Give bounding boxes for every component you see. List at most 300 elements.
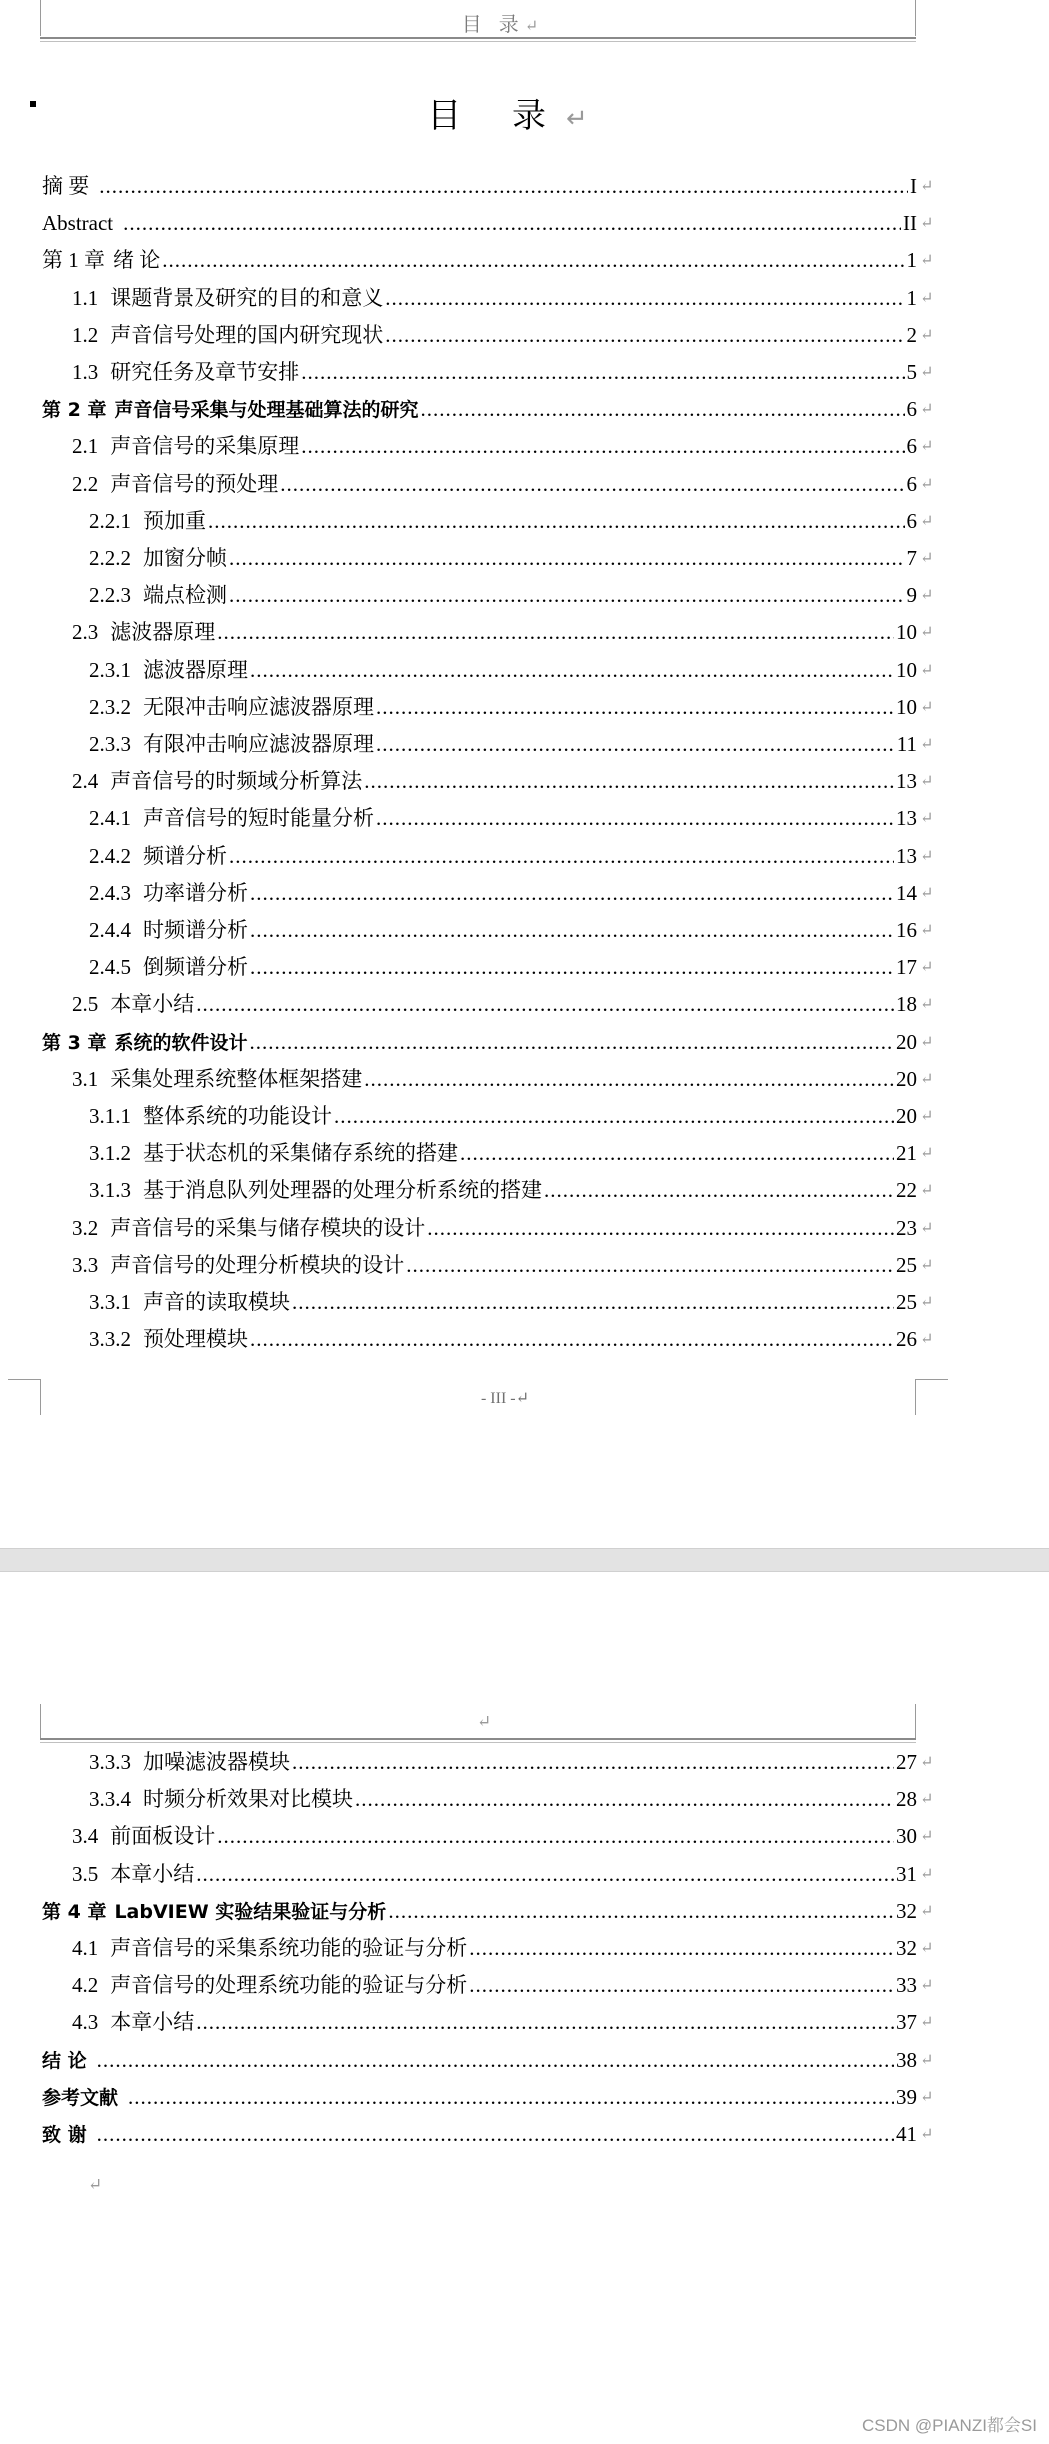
toc-entry-label (42, 2080, 126, 2117)
toc-entry-title: 本章小结 (110, 2010, 195, 2035)
toc-entry-title: 课题背景及研究的目的和意义 (110, 285, 384, 310)
crop-mark (40, 1704, 41, 1740)
dot-leader (249, 1024, 894, 1061)
toc-entry[interactable] (0, 1210, 1049, 1247)
toc-entry-title: 声音信号的预处理 (110, 471, 279, 496)
dot-leader (385, 317, 904, 354)
paragraph-mark-icon: ↵ (920, 2051, 934, 2069)
toc-entry-title: 时频分析效果对比模块 (143, 1787, 353, 1812)
toc-entry[interactable] (0, 800, 1049, 837)
toc-page-number: 6 (906, 471, 917, 496)
toc-entry-title: 声音信号的处理系统功能的验证与分析 (110, 1973, 468, 1998)
paragraph-mark-icon: ↵ (920, 624, 934, 642)
toc-entry[interactable] (0, 875, 1049, 912)
toc-page-number: 16 (896, 918, 917, 942)
toc-entry[interactable] (0, 2004, 1049, 2041)
toc-page-number: 32 (896, 1936, 917, 1960)
toc-entry-number: 3.1.2 (89, 1141, 131, 1166)
toc-entry-label (89, 726, 374, 763)
paragraph-mark-icon: ↵ (920, 252, 934, 270)
dot-leader (385, 280, 904, 317)
dot-leader (544, 1172, 894, 1209)
dot-leader (229, 577, 905, 614)
dot-leader (280, 466, 904, 503)
toc-entry-label (89, 949, 248, 986)
toc-entry-title: 声音信号处理的国内研究现状 (110, 322, 384, 347)
toc-entry-number: 1.2 (72, 322, 99, 347)
toc-entry-number: 第 4 章 (42, 1900, 107, 1923)
toc-entry-label (72, 317, 383, 354)
toc-entry[interactable] (0, 466, 1049, 503)
running-header (0, 8, 1000, 37)
toc-entry-title: 声音信号采集与处理基础算法的研究 (114, 399, 419, 422)
dot-leader (469, 1967, 894, 2004)
paragraph-mark-icon: ↵ (920, 1977, 934, 1995)
toc-entry-number: 2.4.4 (89, 918, 131, 942)
paragraph-mark-icon: ↵ (920, 178, 934, 195)
paragraph-mark-icon: ↵ (88, 2175, 103, 2194)
document-page-2 (0, 1572, 1049, 2444)
toc-entry-label (89, 689, 374, 726)
header-rule (40, 37, 916, 39)
toc-entry[interactable] (0, 540, 1049, 577)
toc-entry-title: 滤波器原理 (143, 657, 248, 682)
page-title: 目 录↵ (427, 96, 588, 136)
toc-entry-label (72, 763, 362, 800)
toc-entry[interactable] (0, 205, 1049, 242)
paragraph-mark-icon: ↵ (920, 1033, 934, 1051)
toc-entry-title: 预处理模块 (143, 1327, 248, 1352)
toc-entry-label (72, 1061, 362, 1098)
dot-leader (250, 875, 894, 912)
toc-entry-number: 2.3.3 (89, 732, 131, 756)
toc-page-number: 25 (896, 1252, 917, 1277)
dot-leader (406, 1247, 894, 1284)
crop-mark (8, 1379, 40, 1380)
toc-entry[interactable] (0, 726, 1049, 763)
toc-page-number: 6 (906, 434, 917, 459)
toc-page-number: 38 (896, 2047, 917, 2072)
toc-entry-number: 参考文献 (42, 2086, 119, 2109)
toc-entry-number: 2.4 (72, 769, 99, 794)
toc-entry-number: 3.4 (72, 1824, 99, 1849)
dot-leader (355, 1781, 894, 1818)
toc-entry-number: 3.1.3 (89, 1178, 131, 1203)
toc-page-number: I (910, 174, 917, 198)
toc-entry-number: 3.1.1 (89, 1104, 131, 1128)
toc-entry-title: 滤波器原理 (110, 620, 216, 645)
toc-page-number: 32 (896, 1898, 917, 1923)
paragraph-mark-icon: ↵ (524, 18, 539, 35)
toc-page-number: 1 (906, 248, 917, 273)
paragraph-mark-icon: ↵ (920, 1108, 934, 1125)
toc-entry-title: 声音信号的采集与储存模块的设计 (110, 1215, 426, 1240)
toc-entry-title: 本章小结 (110, 1861, 195, 1886)
toc-page-number: 21 (896, 1141, 917, 1166)
toc-entry-number: Abstract (42, 211, 114, 236)
toc-entry-label (72, 280, 383, 317)
toc-entry[interactable] (0, 242, 1049, 279)
toc-entry-number: 第 2 章 (42, 399, 107, 422)
toc-entry-number: 2.2.3 (89, 583, 131, 608)
toc-entry[interactable] (0, 1818, 1049, 1855)
toc-entry-label (89, 1135, 458, 1172)
toc-entry-number: 2.4.2 (89, 843, 131, 868)
dot-leader (99, 168, 908, 205)
toc-entry-title: 采集处理系统整体框架搭建 (110, 1066, 363, 1091)
toc-entry-title: 时频谱分析 (143, 918, 248, 942)
toc-entry-title: 绪 论 (113, 248, 161, 273)
toc-entry-title: 整体系统的功能设计 (143, 1104, 332, 1128)
paragraph-mark-icon: ↵ (920, 847, 934, 865)
toc-entry-number: 2.2.1 (89, 508, 131, 533)
paragraph-mark-icon: ↵ (920, 1145, 934, 1163)
dot-leader (162, 242, 904, 279)
toc-entry[interactable] (0, 168, 1049, 205)
paragraph-mark-icon: ↵ (920, 326, 934, 344)
toc-entry-label (89, 1744, 290, 1781)
toc-entry[interactable] (0, 1856, 1049, 1893)
paragraph-mark-icon: ↵ (920, 1902, 934, 1920)
toc-page-number: 26 (896, 1327, 917, 1352)
paragraph-mark-icon: ↵ (920, 1182, 934, 1200)
toc-entry[interactable] (0, 1967, 1049, 2004)
toc-entry-label (42, 168, 97, 205)
dot-leader (301, 354, 904, 391)
paragraph-mark-icon: ↵ (920, 773, 934, 791)
header-rule-thin (40, 41, 916, 42)
dot-leader (196, 1856, 894, 1893)
toc-entry-label (89, 503, 206, 540)
toc-entry-label (89, 1781, 353, 1818)
toc-entry[interactable] (0, 763, 1049, 800)
toc-entry-label (89, 1284, 290, 1321)
paragraph-mark-icon: ↵ (920, 884, 934, 902)
toc-entry-title: 基于消息队列处理器的处理分析系统的搭建 (143, 1178, 542, 1203)
toc-entry-number: 3.3.4 (89, 1787, 131, 1812)
dot-leader (292, 1284, 894, 1321)
toc-entry-label (89, 577, 227, 614)
paragraph-mark-icon: ↵ (920, 2126, 934, 2143)
toc-entry-title: 声音信号的采集原理 (110, 434, 300, 459)
toc-entry[interactable] (0, 1061, 1049, 1098)
dot-leader (250, 912, 894, 949)
toc-entry-number: 第 3 章 (42, 1031, 107, 1054)
toc-page-number: 23 (896, 1215, 917, 1240)
dot-leader (217, 614, 894, 651)
toc-entry-label (42, 2043, 95, 2080)
paragraph-mark-icon: ↵ (920, 1791, 934, 1809)
toc-page-number: 2 (906, 322, 917, 347)
toc-entry-title: 研究任务及章节安排 (110, 360, 300, 384)
toc-page-number: 27 (896, 1750, 917, 1774)
toc-entry[interactable] (0, 2042, 1049, 2079)
toc-entry[interactable] (0, 1893, 1049, 1930)
toc-entry[interactable] (0, 1135, 1049, 1172)
toc-page-number: II (903, 211, 917, 236)
paragraph-mark-icon: ↵ (920, 1331, 934, 1349)
toc-entry-label (72, 614, 215, 651)
toc-page-number: 13 (896, 843, 917, 868)
toc-page-number: 13 (896, 769, 917, 794)
toc-entry[interactable] (0, 1098, 1049, 1135)
toc-entry-number: 4.1 (72, 1936, 99, 1960)
toc-entry-label (89, 652, 248, 689)
toc-page-number: 30 (896, 1824, 917, 1849)
toc-entry[interactable] (0, 354, 1049, 391)
toc-entry-number: 2.2.2 (89, 546, 131, 570)
toc-page-number: 6 (906, 397, 917, 422)
toc-page-number: 31 (896, 1861, 917, 1886)
dot-leader (427, 1210, 894, 1247)
dot-leader (376, 726, 895, 763)
dot-leader (250, 652, 894, 689)
toc-entry-title: 基于状态机的采集储存系统的搭建 (143, 1141, 458, 1166)
toc-entry-label (89, 875, 248, 912)
watermark: CSDN @PIANZI都会SI (862, 2416, 1037, 2435)
toc-entry[interactable] (0, 2079, 1049, 2116)
paragraph-mark-icon: ↵ (920, 996, 934, 1014)
toc-entry-title: 系统的软件设计 (114, 1031, 248, 1054)
paragraph-mark-icon: ↵ (920, 2014, 934, 2032)
toc-page-number: 20 (896, 1104, 917, 1128)
toc-entry-label (72, 354, 299, 391)
toc-entry[interactable] (0, 2116, 1049, 2153)
toc-page-number: 37 (896, 2010, 917, 2035)
toc-entry-number: 2.5 (72, 992, 99, 1017)
toc-entry[interactable] (0, 838, 1049, 875)
toc-entry-label (89, 800, 374, 837)
paragraph-mark-icon: ↵ (920, 364, 934, 381)
paragraph-mark-icon: ↵ (920, 289, 934, 307)
toc-entry-number: 致 谢 (42, 2124, 87, 2146)
toc-entry-title: 加窗分帧 (143, 546, 227, 570)
toc-entry-number: 3.3 (72, 1252, 99, 1277)
toc-entry-label (72, 986, 194, 1023)
paragraph-mark-icon: ↵ (920, 550, 934, 567)
dot-leader (334, 1098, 894, 1135)
paragraph-mark-icon: ↵ (920, 1219, 934, 1237)
toc-page-number: 28 (896, 1787, 917, 1812)
paragraph-mark-icon: ↵ (920, 1754, 934, 1771)
toc-entry-number: 摘 要 (42, 174, 90, 198)
dot-leader (250, 949, 894, 986)
toc-entry-number: 4.2 (72, 1973, 99, 1998)
toc-entry-label (89, 540, 227, 577)
toc-entry[interactable] (0, 1744, 1049, 1781)
dot-leader (128, 2079, 894, 2116)
toc-entry[interactable] (0, 614, 1049, 651)
toc-entry-label (72, 1247, 404, 1284)
toc-entry-title: 声音的读取模块 (143, 1290, 290, 1314)
paragraph-mark-icon: ↵ (920, 1865, 934, 1883)
toc-entry-number: 3.3.1 (89, 1290, 131, 1314)
toc-entry-number: 2.4.5 (89, 955, 131, 980)
toc-page-number: 17 (896, 955, 917, 980)
toc-entry-number: 结 论 (42, 2049, 87, 2072)
paragraph-mark-icon: ↵ (920, 922, 934, 939)
paragraph-mark-icon: ↵ (920, 810, 934, 828)
toc-entry-number: 2.1 (72, 434, 99, 459)
toc-entry[interactable] (0, 1284, 1049, 1321)
dot-leader (292, 1744, 894, 1781)
toc-entry[interactable] (0, 1172, 1049, 1209)
toc-entry-number: 2.4.3 (89, 880, 131, 905)
toc-entry[interactable] (0, 280, 1049, 317)
toc-entry-label (42, 1025, 247, 1062)
paragraph-mark-icon: ↵ (920, 401, 934, 419)
dot-leader (196, 986, 894, 1023)
dot-leader (97, 2042, 894, 2079)
toc-entry[interactable] (0, 317, 1049, 354)
toc-page-number: 14 (896, 880, 917, 905)
toc-entry-title: 有限冲击响应滤波器原理 (143, 732, 374, 756)
toc-entry-title: 预加重 (143, 508, 206, 533)
dot-leader (364, 1061, 894, 1098)
toc-entry-number: 3.3.3 (89, 1750, 131, 1774)
toc-entry[interactable] (0, 1321, 1049, 1358)
toc-page-number: 39 (896, 2084, 917, 2109)
toc-entry-title: 本章小结 (110, 992, 195, 1017)
toc-entry-label (72, 466, 278, 503)
dot-leader (123, 205, 901, 242)
paragraph-mark-icon: ↵ (920, 1940, 934, 1957)
paragraph-mark-icon: ↵ (920, 736, 934, 753)
toc-entry-number: 2.4.1 (89, 806, 131, 831)
toc-page-number: 22 (896, 1178, 917, 1203)
dot-leader (97, 2116, 894, 2153)
toc-entry[interactable] (0, 391, 1049, 428)
toc-entry-number: 3.5 (72, 1861, 99, 1886)
dot-leader (376, 800, 894, 837)
toc-entry-label (72, 1967, 467, 2004)
toc-entry[interactable] (0, 428, 1049, 465)
toc-entry[interactable] (0, 652, 1049, 689)
toc-page-number: 10 (896, 620, 917, 645)
toc-entry[interactable] (0, 503, 1049, 540)
crop-mark (915, 1704, 916, 1740)
toc-page-number: 9 (906, 583, 917, 608)
toc-entry-label (72, 2004, 194, 2041)
toc-entry-title: 端点检测 (143, 583, 227, 608)
toc-entry-label (42, 2117, 95, 2154)
toc-entry-label (89, 1172, 542, 1209)
toc-entry-label (42, 392, 418, 429)
toc-entry[interactable] (0, 1247, 1049, 1284)
running-header-title: 目 录 (461, 14, 525, 36)
paragraph-mark-icon: ↵ (920, 1294, 934, 1311)
toc-page-number: 10 (896, 657, 917, 682)
toc-entry-number: 1.1 (72, 285, 99, 310)
toc-entry-title: 声音信号的短时能量分析 (143, 806, 374, 831)
dot-leader (420, 391, 904, 428)
paragraph-mark-icon: ↵ (920, 661, 934, 679)
toc-entry-title: 频谱分析 (143, 843, 227, 868)
toc-entry-title: 加噪滤波器模块 (143, 1750, 290, 1774)
toc-entry-label (72, 1210, 425, 1247)
toc-entry-number: 3.2 (72, 1215, 99, 1240)
toc-entry-label (72, 1818, 215, 1855)
paragraph-mark-icon: ↵ (920, 438, 934, 456)
crop-mark (915, 0, 916, 36)
dot-leader (364, 763, 894, 800)
toc-entry[interactable] (0, 912, 1049, 949)
toc-entry-title: 前面板设计 (110, 1824, 216, 1849)
toc-entry[interactable] (0, 577, 1049, 614)
toc-page-number: 6 (906, 508, 917, 533)
dot-leader (376, 689, 894, 726)
paragraph-mark-icon: ↵ (920, 1828, 934, 1846)
toc-page-number: 1 (906, 285, 917, 310)
toc-entry[interactable] (0, 949, 1049, 986)
toc-entry-title: 声音信号的时频域分析算法 (110, 769, 363, 794)
dot-leader (460, 1135, 894, 1172)
toc-entry-number: 3.3.2 (89, 1327, 131, 1352)
toc-entry-title: 倒频谱分析 (143, 955, 248, 980)
header-rule-thin (40, 1742, 916, 1743)
paragraph-mark-icon: ↵ (920, 1256, 934, 1274)
toc-entry-number: 2.3.1 (89, 657, 131, 682)
toc-page-number: 25 (896, 1290, 917, 1314)
toc-entry-title: LabVIEW 实验结果验证与分析 (114, 1900, 387, 1923)
toc-page-number: 11 (896, 732, 917, 756)
dot-leader (196, 2004, 894, 2041)
paragraph-mark-icon: ↵ (920, 512, 934, 530)
toc-entry-label (72, 1856, 194, 1893)
toc-entry-number: 第 1 章 (42, 248, 105, 273)
crop-mark (916, 1379, 948, 1380)
dot-leader (469, 1930, 894, 1967)
toc-entry[interactable] (0, 689, 1049, 726)
toc-entry-number: 1.3 (72, 360, 99, 384)
toc-entry-number: 2.3.2 (89, 694, 131, 719)
paragraph-mark-icon: ↵ (920, 587, 934, 605)
dot-leader (217, 1818, 894, 1855)
toc-entry[interactable] (0, 1024, 1049, 1061)
toc-entry-number: 3.1 (72, 1066, 99, 1091)
toc-entry-label (72, 1930, 467, 1967)
paragraph-mark-icon: ↵ (920, 959, 934, 977)
toc-entry-title: 声音信号的采集系统功能的验证与分析 (110, 1936, 468, 1960)
toc-entry-title: 功率谱分析 (143, 880, 248, 905)
page-number: - III -↵ (480, 1390, 530, 1407)
toc-entry-number: 2.2 (72, 471, 99, 496)
paragraph-mark-icon: ↵ (920, 2088, 934, 2106)
dot-leader (388, 1893, 894, 1930)
toc-entry-number: 4.3 (72, 2010, 99, 2035)
toc-entry-label (42, 242, 160, 279)
toc-entry-label (89, 912, 248, 949)
paragraph-mark-icon: ↵ (920, 1070, 934, 1088)
paragraph-mark-icon: ↵ (920, 698, 934, 716)
toc-entry-label (89, 1321, 248, 1358)
toc-entry[interactable] (0, 986, 1049, 1023)
toc-entry-title: 无限冲击响应滤波器原理 (143, 694, 374, 719)
paragraph-mark-icon: ↵ (920, 215, 934, 233)
toc-entry-title: 声音信号的处理分析模块的设计 (110, 1252, 405, 1277)
toc-entry[interactable] (0, 1930, 1049, 1967)
toc-entry-label (89, 1098, 332, 1135)
toc-page-number: 5 (906, 360, 917, 384)
dot-leader (229, 838, 894, 875)
toc-page-number: 20 (896, 1029, 917, 1054)
crop-mark (40, 0, 41, 36)
toc-entry-number: 2.3 (72, 620, 99, 645)
paragraph-mark-icon: ↵ (477, 1712, 492, 1731)
toc-entry[interactable] (0, 1781, 1049, 1818)
toc-page-number: 18 (896, 992, 917, 1017)
dot-leader (250, 1321, 894, 1358)
